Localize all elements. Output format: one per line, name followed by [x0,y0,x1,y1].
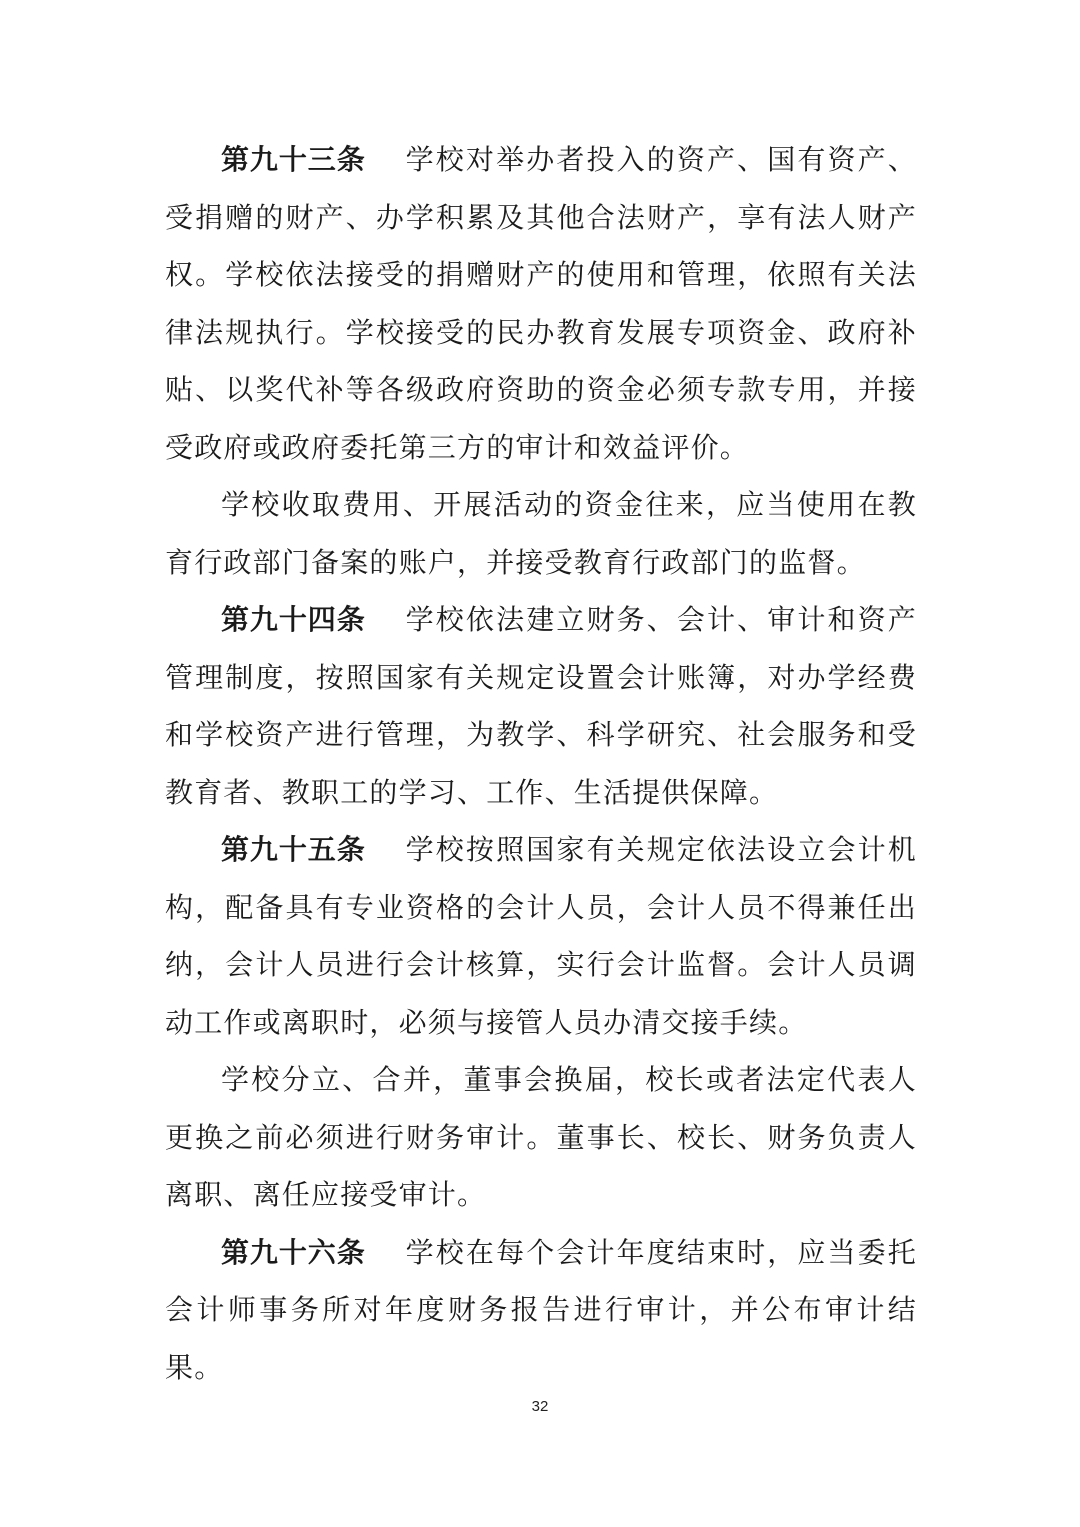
article-94-heading: 第九十四条 [221,603,366,636]
article-94-text-1: 学校依法建立财务、会计、审计和资产管理制度，按照国家有关规定设置会计账簿，对办学经费和学校资产进行管理，为教学、科学研究、社会服务和受教育者、教职工的学习、工作、生活提供保障。 [165,603,917,809]
article-95-paragraph-1 [165,821,917,1051]
page-number: 32 [531,1398,549,1415]
article-96-text-1: 学校在每个会计年度结束时，应当委托会计师事务所对年度财务报告进行审计，并公布审计结果。 [165,1235,917,1384]
article-93-text-2: 学校收取费用、开展活动的资金往来，应当使用在教育行政部门备案的账户，并接受教育行政部门的监督。 [165,488,917,579]
article-95-text-1: 学校按照国家有关规定依法设立会计机构，配备具有专业资格的会计人员，会计人员不得兼任出纳，会计人员进行会计核算，实行会计监督。会计人员调动工作或离职时，必须与接管人员办清交接手续。 [165,833,917,1039]
article-93-paragraph-2 [165,476,917,591]
article-96-heading: 第九十六条 [221,1235,366,1269]
article-95-paragraph-2 [165,1051,917,1224]
article-93-text-1: 学校对举办者投入的资产、国有资产、受捐赠的财产、办学积累及其他合法财产，享有法人财产权。学校依法接受的捐赠财产的使用和管理，依照有关法律法规执行。学校接受的民办教育发展专项资金、政府补贴、以奖代补等各级政府资助的资金必须专款专用，并接受政府或政府委托第三方的审计和效益评价。 [165,143,917,464]
article-93-heading: 第九十三条 [221,143,366,176]
article-96-paragraph-1 [165,1224,917,1397]
article-93-paragraph-1 [165,131,917,476]
article-95-heading: 第九十五条 [221,833,366,866]
document-body [165,131,917,1396]
article-95-text-2: 学校分立、合并，董事会换届，校长或者法定代表人更换之前必须进行财务审计。董事长、校长、财务负责人离职、离任应接受审计。 [165,1063,917,1211]
article-94-paragraph-1 [165,591,917,821]
